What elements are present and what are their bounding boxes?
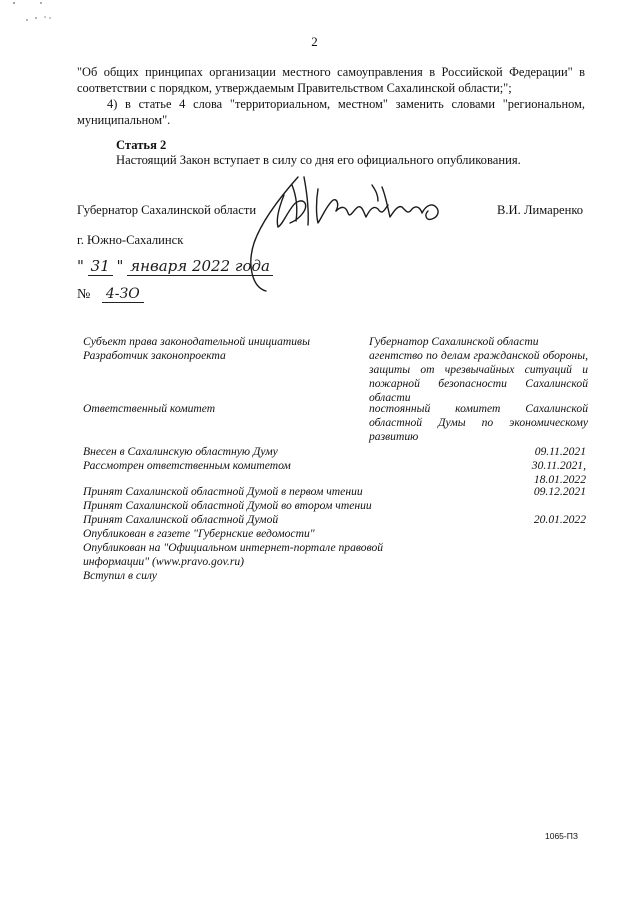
- first-reading-date: 09.12.2021: [533, 485, 586, 498]
- adopted-label: Принят Сахалинской областной Думой: [83, 513, 279, 526]
- date-open-quote: ": [77, 257, 84, 275]
- entered-force: Вступил в силу: [83, 569, 157, 582]
- number-value: 4-ЗО: [102, 286, 144, 303]
- committee-value: постоянный комитет Сахалинской областной Думы по экономическому развитию: [369, 402, 588, 443]
- governor-name: В.И. Лимаренко: [497, 203, 584, 217]
- published-portal: Опубликован на "Официальном интернет-портале правовой информации" (www.pravo.gov.ru): [83, 541, 384, 568]
- article-text: Настоящий Закон вступает в силу со дня его официального опубликования.: [116, 153, 521, 167]
- subject-label: Субъект права законодательной инициативы: [83, 335, 310, 348]
- first-reading-label: Принят Сахалинской областной Думой в первом чтении: [83, 485, 363, 498]
- date-month-year: января 2022 года: [127, 257, 273, 276]
- reviewed-date-1: 30.11.2021,: [531, 459, 586, 472]
- article-title: Статья 2: [116, 138, 167, 152]
- reviewed-date-2: 18.01.2022: [533, 473, 586, 486]
- page-number: 2: [311, 34, 318, 49]
- governor-title: Губернатор Сахалинской области: [77, 203, 257, 217]
- city: г. Южно-Сахалинск: [77, 233, 184, 247]
- developer-value: агентство по делам гражданской обороны, защиты от чрезвычайных ситуаций и пожарной безопасности Сахалинской области: [369, 349, 588, 404]
- date-close-quote: ": [116, 257, 124, 275]
- document-code: 1065-ПЗ: [545, 831, 578, 841]
- developer-label: Разработчик законопроекта: [83, 349, 226, 362]
- committee-label: Ответственный комитет: [83, 402, 216, 415]
- handwritten-signature: [232, 165, 457, 300]
- number-label: №: [77, 287, 91, 302]
- adopted-date: 20.01.2022: [533, 513, 586, 526]
- published-newspaper: Опубликован в газете "Губернские ведомости": [83, 527, 315, 540]
- reviewed-label: Рассмотрен ответственным комитетом: [83, 459, 291, 472]
- body-paragraph-amendment: 4) в статье 4 слова "территориальном, местном" заменить словами "региональном, муниципальном".: [77, 97, 585, 127]
- signing-date: [77, 257, 273, 276]
- submitted-label: Внесен в Сахалинскую областную Думу: [83, 445, 278, 458]
- second-reading-label: Принят Сахалинской областной Думой во втором чтении: [83, 499, 372, 512]
- law-number: [77, 286, 144, 303]
- body-paragraph-continuation: "Об общих принципах организации местного самоуправления в Российской Федерации" в соответствии с порядком, утверждаемым Правительством Сахалинской области;";: [77, 65, 585, 95]
- scan-specks: [0, 0, 80, 30]
- subject-value: Губернатор Сахалинской области: [369, 335, 539, 348]
- date-day: 31: [88, 257, 113, 276]
- submitted-date: 09.11.2021: [534, 445, 586, 458]
